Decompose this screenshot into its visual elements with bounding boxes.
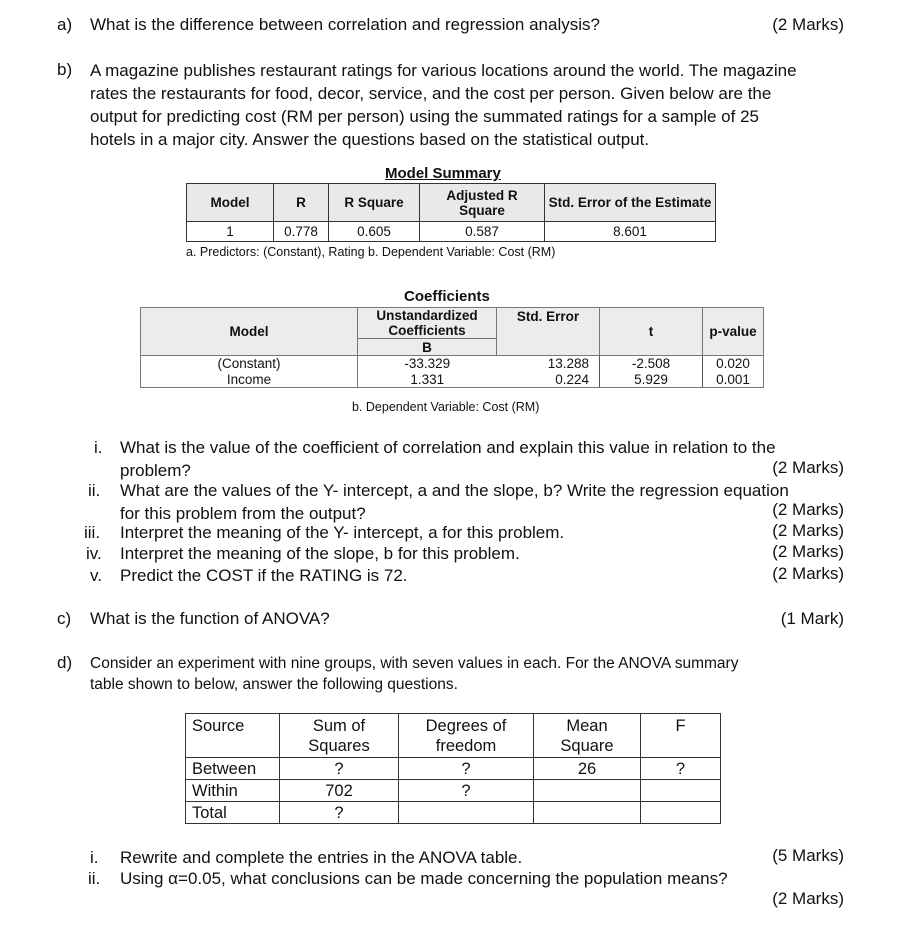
anova-header-source: Source [186, 714, 280, 758]
anova-cell-f-total [641, 802, 721, 824]
anova-cell-ss-within: 702 [280, 780, 399, 802]
co-cell-t-constant: -2.508 [600, 356, 703, 372]
question-b-label: b) [57, 60, 73, 79]
question-c-marks: (1 Mark) [780, 609, 844, 628]
sub-b-marks-1: (2 Marks) [772, 458, 844, 477]
co-header-b: B [358, 339, 497, 356]
co-header-p-value: p-value [703, 308, 764, 356]
anova-header-f: F [641, 714, 721, 758]
anova-cell-source-within: Within [186, 780, 280, 802]
co-cell-p-constant: 0.020 [703, 356, 764, 372]
anova-header-degrees-of-freedom: Degrees of freedom [399, 714, 534, 758]
co-cell-b-income: 1.331 [358, 372, 497, 388]
anova-cell-f-within [641, 780, 721, 802]
coefficients-note: b. Dependent Variable: Cost (RM) [352, 400, 540, 414]
model-summary-title: Model Summary [385, 165, 501, 182]
co-cell-model-constant: (Constant) [141, 356, 358, 372]
anova-cell-df-total [399, 802, 534, 824]
sub-b-num-3: iii. [84, 523, 101, 542]
sub-b-text-5: Predict the COST if the RATING is 72. [120, 566, 408, 585]
ms-cell-model: 1 [187, 222, 274, 242]
co-header-t: t [600, 308, 703, 356]
ms-header-adjusted-r-square: Adjusted R Square [420, 184, 545, 222]
anova-cell-ms-between: 26 [534, 758, 641, 780]
question-c-label: c) [57, 609, 72, 628]
sub-d-text-2: Using α=0.05, what conclusions can be made concerning the population means? [120, 869, 728, 888]
sub-b-marks-2: (2 Marks) [772, 500, 844, 519]
sub-b-text-3: Interpret the meaning of the Y- intercept, a for this problem. [120, 523, 565, 542]
anova-cell-ms-within [534, 780, 641, 802]
co-cell-model-income: Income [141, 372, 358, 388]
sub-b-num-1: i. [94, 438, 103, 457]
sub-b-num-2: ii. [88, 481, 101, 500]
question-c-text: What is the function of ANOVA? [90, 609, 330, 628]
co-cell-b-constant: -33.329 [358, 356, 497, 372]
sub-b-num-4: iv. [86, 544, 102, 563]
question-a-marks: (2 Marks) [772, 15, 844, 34]
anova-cell-source-total: Total [186, 802, 280, 824]
ms-cell-std-error: 8.601 [545, 222, 716, 242]
anova-cell-source-between: Between [186, 758, 280, 780]
question-d-label: d) [57, 653, 73, 672]
co-cell-se-constant: 13.288 [497, 356, 600, 372]
co-cell-p-income: 0.001 [703, 372, 764, 388]
sub-b-num-5: v. [90, 566, 102, 585]
anova-cell-df-within: ? [399, 780, 534, 802]
ms-cell-r: 0.778 [274, 222, 329, 242]
coefficients-title: Coefficients [404, 288, 490, 305]
anova-header-mean-square: Mean Square [534, 714, 641, 758]
anova-table [185, 713, 721, 824]
anova-cell-ss-between: ? [280, 758, 399, 780]
sub-d-num-1: i. [90, 848, 99, 867]
sub-d-marks-2: (2 Marks) [772, 889, 844, 908]
sub-b-marks-3: (2 Marks) [772, 521, 844, 540]
question-a-text: What is the difference between correlation and regression analysis? [90, 15, 600, 34]
question-a-label: a) [57, 15, 73, 34]
sub-d-marks-1: (5 Marks) [772, 846, 844, 865]
ms-header-r-square: R Square [329, 184, 420, 222]
sub-b-marks-4: (2 Marks) [772, 542, 844, 561]
coefficients-table [140, 307, 764, 388]
model-summary-note: a. Predictors: (Constant), Rating b. Dependent Variable: Cost (RM) [186, 245, 556, 259]
co-header-model: Model [141, 308, 358, 356]
sub-b-text-4: Interpret the meaning of the slope, b for this problem. [120, 544, 520, 563]
question-d-text: Consider an experiment with nine groups, with seven values in each. For the ANOVA summary table shown to below, answer the following questions. [90, 655, 739, 693]
anova-header-sum-of-squares: Sum of Squares [280, 714, 399, 758]
co-header-std-error: Std. Error [497, 308, 600, 356]
question-b-text: A magazine publishes restaurant ratings for various locations around the world. The magazine rates the restaurants for food, decor, service, and the cost per person. Given below are the output for predicting cost (RM per person) using the summated ratings for a sample of 25 hotels in a major city. Answer the questions based on the statistical output. [90, 61, 797, 149]
co-header-unstandardized: Unstandardized Coefficients [358, 308, 497, 339]
anova-cell-ms-total [534, 802, 641, 824]
model-summary-table [186, 183, 716, 242]
sub-d-num-2: ii. [88, 869, 101, 888]
co-cell-t-income: 5.929 [600, 372, 703, 388]
sub-b-text-2: What are the values of the Y- intercept, a and the slope, b? Write the regression equation for this problem from the output? [120, 481, 789, 523]
ms-header-std-error: Std. Error of the Estimate [545, 184, 716, 222]
sub-b-text-1: What is the value of the coefficient of correlation and explain this value in relation to the problem? [120, 438, 776, 480]
anova-cell-f-between: ? [641, 758, 721, 780]
sub-b-marks-5: (2 Marks) [772, 564, 844, 583]
sub-d-text-1: Rewrite and complete the entries in the ANOVA table. [120, 848, 523, 867]
anova-cell-ss-total: ? [280, 802, 399, 824]
co-cell-se-income: 0.224 [497, 372, 600, 388]
ms-header-r: R [274, 184, 329, 222]
ms-header-model: Model [187, 184, 274, 222]
anova-cell-df-between: ? [399, 758, 534, 780]
ms-cell-r-square: 0.605 [329, 222, 420, 242]
ms-cell-adjusted-r-square: 0.587 [420, 222, 545, 242]
